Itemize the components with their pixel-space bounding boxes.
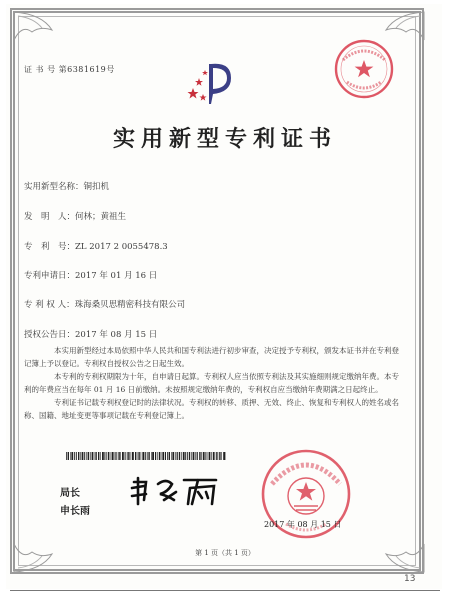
director-title: 局长 [60, 488, 80, 499]
body-paragraph-1: 本实用新型经过本局依照中华人民共和国专利法进行初步审查，决定授予专利权，颁发本证书并在专利登记簿上予以登记。专利权自授权公告之日起生效。 [24, 346, 399, 368]
inventor-value: 何林；黄祖生 [75, 212, 127, 222]
filing-date-value: 2017 年 01 月 16 日 [75, 271, 158, 281]
examination-seal [333, 38, 395, 100]
utility-model-name-row [24, 180, 109, 192]
patentee-label: 专 利 权 人： [24, 300, 75, 310]
signature-date: 2017 年 08 月 15 日 [264, 520, 342, 529]
cnipa-emblem-icon [187, 58, 241, 108]
certificate-number: 证 书 号 第6381619号 [24, 65, 115, 74]
corner-ornament-top-left [12, 10, 82, 70]
grant-date-value: 2017 年 08 月 15 日 [75, 330, 158, 340]
grant-date-label: 授权公告日： [24, 330, 76, 340]
patentee-row [24, 298, 185, 310]
corner-ornament-bottom-right [356, 514, 426, 574]
patentee-value: 珠海桑贝思精密科技有限公司 [74, 300, 186, 310]
scan-edge-line [10, 590, 440, 591]
patent-number-value: ZL 2017 2 0055478.3 [75, 242, 168, 252]
corner-ornament-bottom-left [12, 514, 82, 574]
body-paragraph-2: 本专利的专利权期限为十年，自申请日起算。专利权人应当依照专利法及其实施细则规定缴纳年费。本专利的年费应当在每年 01 月 16 日前缴纳。未按照规定缴纳年费的，专利权自应当缴纳年费期满之日起终止。 [24, 372, 399, 394]
handwritten-page-mark: 13 [404, 574, 416, 584]
patent-number-label: 专 利 号： [24, 242, 76, 252]
utility-model-name-value: 铜扣机 [83, 182, 110, 192]
handwritten-signature [128, 470, 220, 510]
utility-model-name-label: 实用新型名称： [24, 182, 84, 192]
body-paragraph-3: 专利证书记载专利权登记时的法律状况。专利权的转移、质押、无效、终止、恢复和专利权人的姓名或名称、国籍、地址变更等事项记载在专利登记簿上。 [24, 398, 399, 420]
signature-block [60, 485, 90, 521]
grant-date-row [24, 328, 157, 340]
director-name: 申长雨 [60, 506, 90, 517]
page-number: 第 1 页（共 1 页） [195, 549, 255, 557]
inventor-row [24, 210, 126, 222]
page-title: 实用新型专利证书 [112, 126, 337, 152]
barcode [66, 452, 226, 460]
inventor-label: 发 明 人： [24, 212, 76, 222]
filing-date-label: 专利申请日： [24, 271, 76, 281]
certificate-body [24, 344, 400, 422]
filing-date-row [24, 269, 157, 281]
patent-number-row [24, 240, 168, 252]
